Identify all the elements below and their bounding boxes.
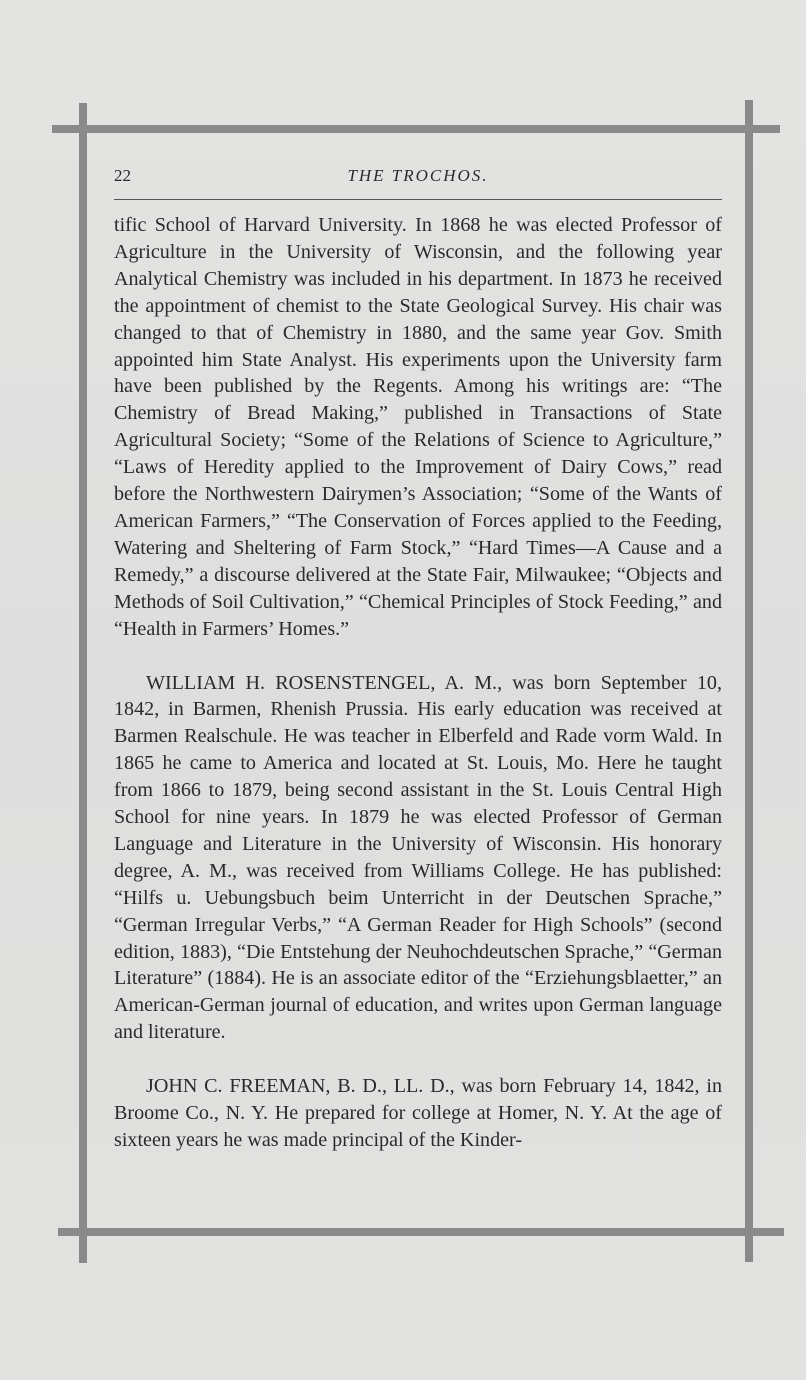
frame-rule-left <box>79 103 87 1263</box>
paragraph-freeman: JOHN C. FREEMAN, B. D., LL. D., was born February 14, 1842, in Broome Co., N. Y. He prepared for college at Homer, N. Y. At the age of sixteen years he was made principal of the Kinder- <box>114 1075 722 1151</box>
header-divider <box>114 199 722 200</box>
frame-rule-right <box>745 100 753 1262</box>
body-text <box>114 212 722 1154</box>
paragraph-continued: tific School of Harvard University. In 1868 he was elected Professor of Agriculture in the University of Wisconsin, and the following year Analytical Chemistry was included in his department. In 1873 he received the appointment of chemist to the State Geological Survey. His chair was changed to that of Chemistry in 1880, and the same year Gov. Smith appointed him State Analyst. His experiments upon the University farm have been published by the Regents. Among his writings are: “The Chemistry of Bread Making,” published in Transactions of State Agricultural Society; “Some of the Relations of Science to Agriculture,” “Laws of Heredity applied to the Improvement of Dairy Cows,” read before the Northwestern Dairymen’s Association; “Some of the Wants of American Farmers,” “The Conservation of Forces applied to the Feeding, Watering and Sheltering of Farm Stock,” “Hard Times—A Cause and a Remedy,” a discourse delivered at the State Fair, Milwaukee; “Objects and Methods of Soil Cultivation,” “Chemical Principles of Stock Feeding,” and “Health in Farmers’ Homes.” <box>114 214 722 640</box>
page-header <box>114 166 722 188</box>
page-number: 22 <box>114 166 131 185</box>
paragraph-rosenstengel: WILLIAM H. ROSENSTENGEL, A. M., was born September 10, 1842, in Barmen, Rhenish Prussia. His early education was received at Barmen Realschule. He was teacher in Elberfeld and Rade vorm Wald. In 1865 he came to America and located at St. Louis, Mo. Here he taught from 1866 to 1879, being second assistant in the St. Louis Central High School for nine years. In 1879 he was elected Professor of German Language and Literature in the University of Wisconsin. His honorary degree, A. M., was received from Williams College. He has published: “Hilfs u. Uebungsbuch beim Unterricht in der Deutschen Sprache,” “German Irregular Verbs,” “A German Reader for High Schools” (second edition, 1883), “Die Entstehung der Neuhochdeutschen Sprache,” “German Literature” (1884). He is an associate editor of the “Erziehungsblaetter,” an American-German journal of education, and writes upon German language and literature. <box>114 671 722 1044</box>
frame-rule-top <box>52 125 780 133</box>
frame-rule-bottom <box>58 1228 784 1236</box>
running-head: THE TROCHOS. <box>347 166 489 185</box>
